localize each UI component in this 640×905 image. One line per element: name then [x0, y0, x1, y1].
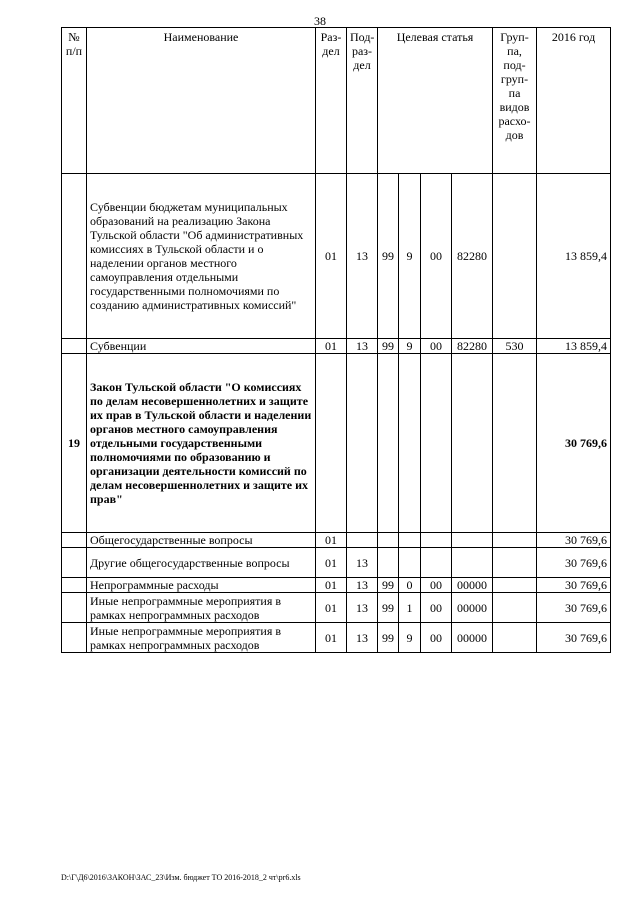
table-row [62, 593, 611, 623]
table-row [62, 533, 611, 548]
page-number: 38 [314, 14, 326, 28]
cell-amount: 30 769,6 [537, 578, 611, 593]
cell-target-2 [399, 548, 421, 578]
cell-target-3: 00 [421, 339, 452, 354]
header-podrazdel: Под- раз- дел [347, 28, 378, 174]
cell-name: Субвенции бюджетам муниципальных образований на реализацию Закона Тульской области "Об административных комиссиях в Тульской области и о наделении органов местного самоуправления отдельными государственными полномочиями по созданию административных комиссий" [87, 174, 316, 339]
file-path-footer: D:\Г\Д6\2016\ЗАКОН\ЗАС_23\Изм. бюджет ТО 2016-2018_2 чт\pr6.xls [61, 873, 301, 882]
cell-target-2: 1 [399, 593, 421, 623]
cell-target-2 [399, 533, 421, 548]
table-row [62, 578, 611, 593]
cell-group [493, 354, 537, 533]
header-group: Груп- па, под- груп- па видов расхо- дов [493, 28, 537, 174]
cell-target-4: 00000 [452, 578, 493, 593]
cell-target-1: 99 [378, 339, 399, 354]
table-row [62, 354, 611, 533]
header-razdel: Раз- дел [316, 28, 347, 174]
cell-razdel: 01 [316, 339, 347, 354]
table-row [62, 174, 611, 339]
cell-podrazdel [347, 354, 378, 533]
table-row [62, 623, 611, 653]
cell-target-4 [452, 354, 493, 533]
cell-group [493, 174, 537, 339]
cell-target-1 [378, 548, 399, 578]
cell-target-3 [421, 548, 452, 578]
cell-amount: 13 859,4 [537, 339, 611, 354]
cell-name: Субвенции [87, 339, 316, 354]
cell-podrazdel: 13 [347, 174, 378, 339]
cell-num [62, 548, 87, 578]
cell-target-1 [378, 354, 399, 533]
cell-amount: 30 769,6 [537, 354, 611, 533]
header-row [62, 28, 611, 174]
cell-name: Закон Тульской области "О комиссиях по делам несовершеннолетних и защите их прав в Тульской области и наделении органов местного самоуправления отдельными государственными полномочиями по образованию и организации деятельности комиссий по делам несовершеннолетних и защите их прав" [87, 354, 316, 533]
cell-target-2: 9 [399, 174, 421, 339]
cell-target-1: 99 [378, 593, 399, 623]
cell-num [62, 533, 87, 548]
cell-amount: 30 769,6 [537, 593, 611, 623]
cell-name: Иные непрограммные мероприятия в рамках непрограммных расходов [87, 623, 316, 653]
cell-target-1: 99 [378, 174, 399, 339]
cell-name: Общегосударственные вопросы [87, 533, 316, 548]
cell-target-3: 00 [421, 593, 452, 623]
cell-target-2: 9 [399, 339, 421, 354]
cell-target-4: 82280 [452, 174, 493, 339]
header-num: № п/п [62, 28, 87, 174]
cell-name: Непрограммные расходы [87, 578, 316, 593]
cell-target-2: 0 [399, 578, 421, 593]
cell-razdel: 01 [316, 174, 347, 339]
cell-name: Иные непрограммные мероприятия в рамках непрограммных расходов [87, 593, 316, 623]
cell-target-1: 99 [378, 578, 399, 593]
cell-group [493, 548, 537, 578]
cell-group [493, 533, 537, 548]
header-year: 2016 год [537, 28, 611, 174]
cell-num [62, 174, 87, 339]
cell-target-3: 00 [421, 578, 452, 593]
cell-razdel: 01 [316, 533, 347, 548]
cell-target-4 [452, 533, 493, 548]
cell-target-3 [421, 354, 452, 533]
cell-target-1: 99 [378, 623, 399, 653]
cell-group: 530 [493, 339, 537, 354]
cell-target-1 [378, 533, 399, 548]
cell-amount: 13 859,4 [537, 174, 611, 339]
cell-target-2: 9 [399, 623, 421, 653]
cell-amount: 30 769,6 [537, 533, 611, 548]
cell-razdel: 01 [316, 593, 347, 623]
cell-podrazdel: 13 [347, 623, 378, 653]
budget-table [61, 27, 611, 653]
table-row [62, 339, 611, 354]
cell-group [493, 623, 537, 653]
cell-target-3: 00 [421, 623, 452, 653]
cell-amount: 30 769,6 [537, 548, 611, 578]
cell-podrazdel: 13 [347, 339, 378, 354]
cell-amount: 30 769,6 [537, 623, 611, 653]
cell-razdel: 01 [316, 623, 347, 653]
cell-podrazdel: 13 [347, 548, 378, 578]
cell-target-4: 82280 [452, 339, 493, 354]
cell-podrazdel [347, 533, 378, 548]
cell-target-4: 00000 [452, 593, 493, 623]
cell-target-3 [421, 533, 452, 548]
cell-razdel: 01 [316, 578, 347, 593]
cell-group [493, 593, 537, 623]
cell-razdel [316, 354, 347, 533]
cell-target-3: 00 [421, 174, 452, 339]
cell-num [62, 578, 87, 593]
cell-num [62, 339, 87, 354]
cell-num [62, 593, 87, 623]
cell-podrazdel: 13 [347, 578, 378, 593]
cell-target-4 [452, 548, 493, 578]
cell-num: 19 [62, 354, 87, 533]
cell-razdel: 01 [316, 548, 347, 578]
cell-target-4: 00000 [452, 623, 493, 653]
table-row [62, 548, 611, 578]
cell-podrazdel: 13 [347, 593, 378, 623]
header-target: Целевая статья [378, 28, 493, 174]
cell-num [62, 623, 87, 653]
cell-name: Другие общегосударственные вопросы [87, 548, 316, 578]
cell-group [493, 578, 537, 593]
header-name: Наименование [87, 28, 316, 174]
cell-target-2 [399, 354, 421, 533]
